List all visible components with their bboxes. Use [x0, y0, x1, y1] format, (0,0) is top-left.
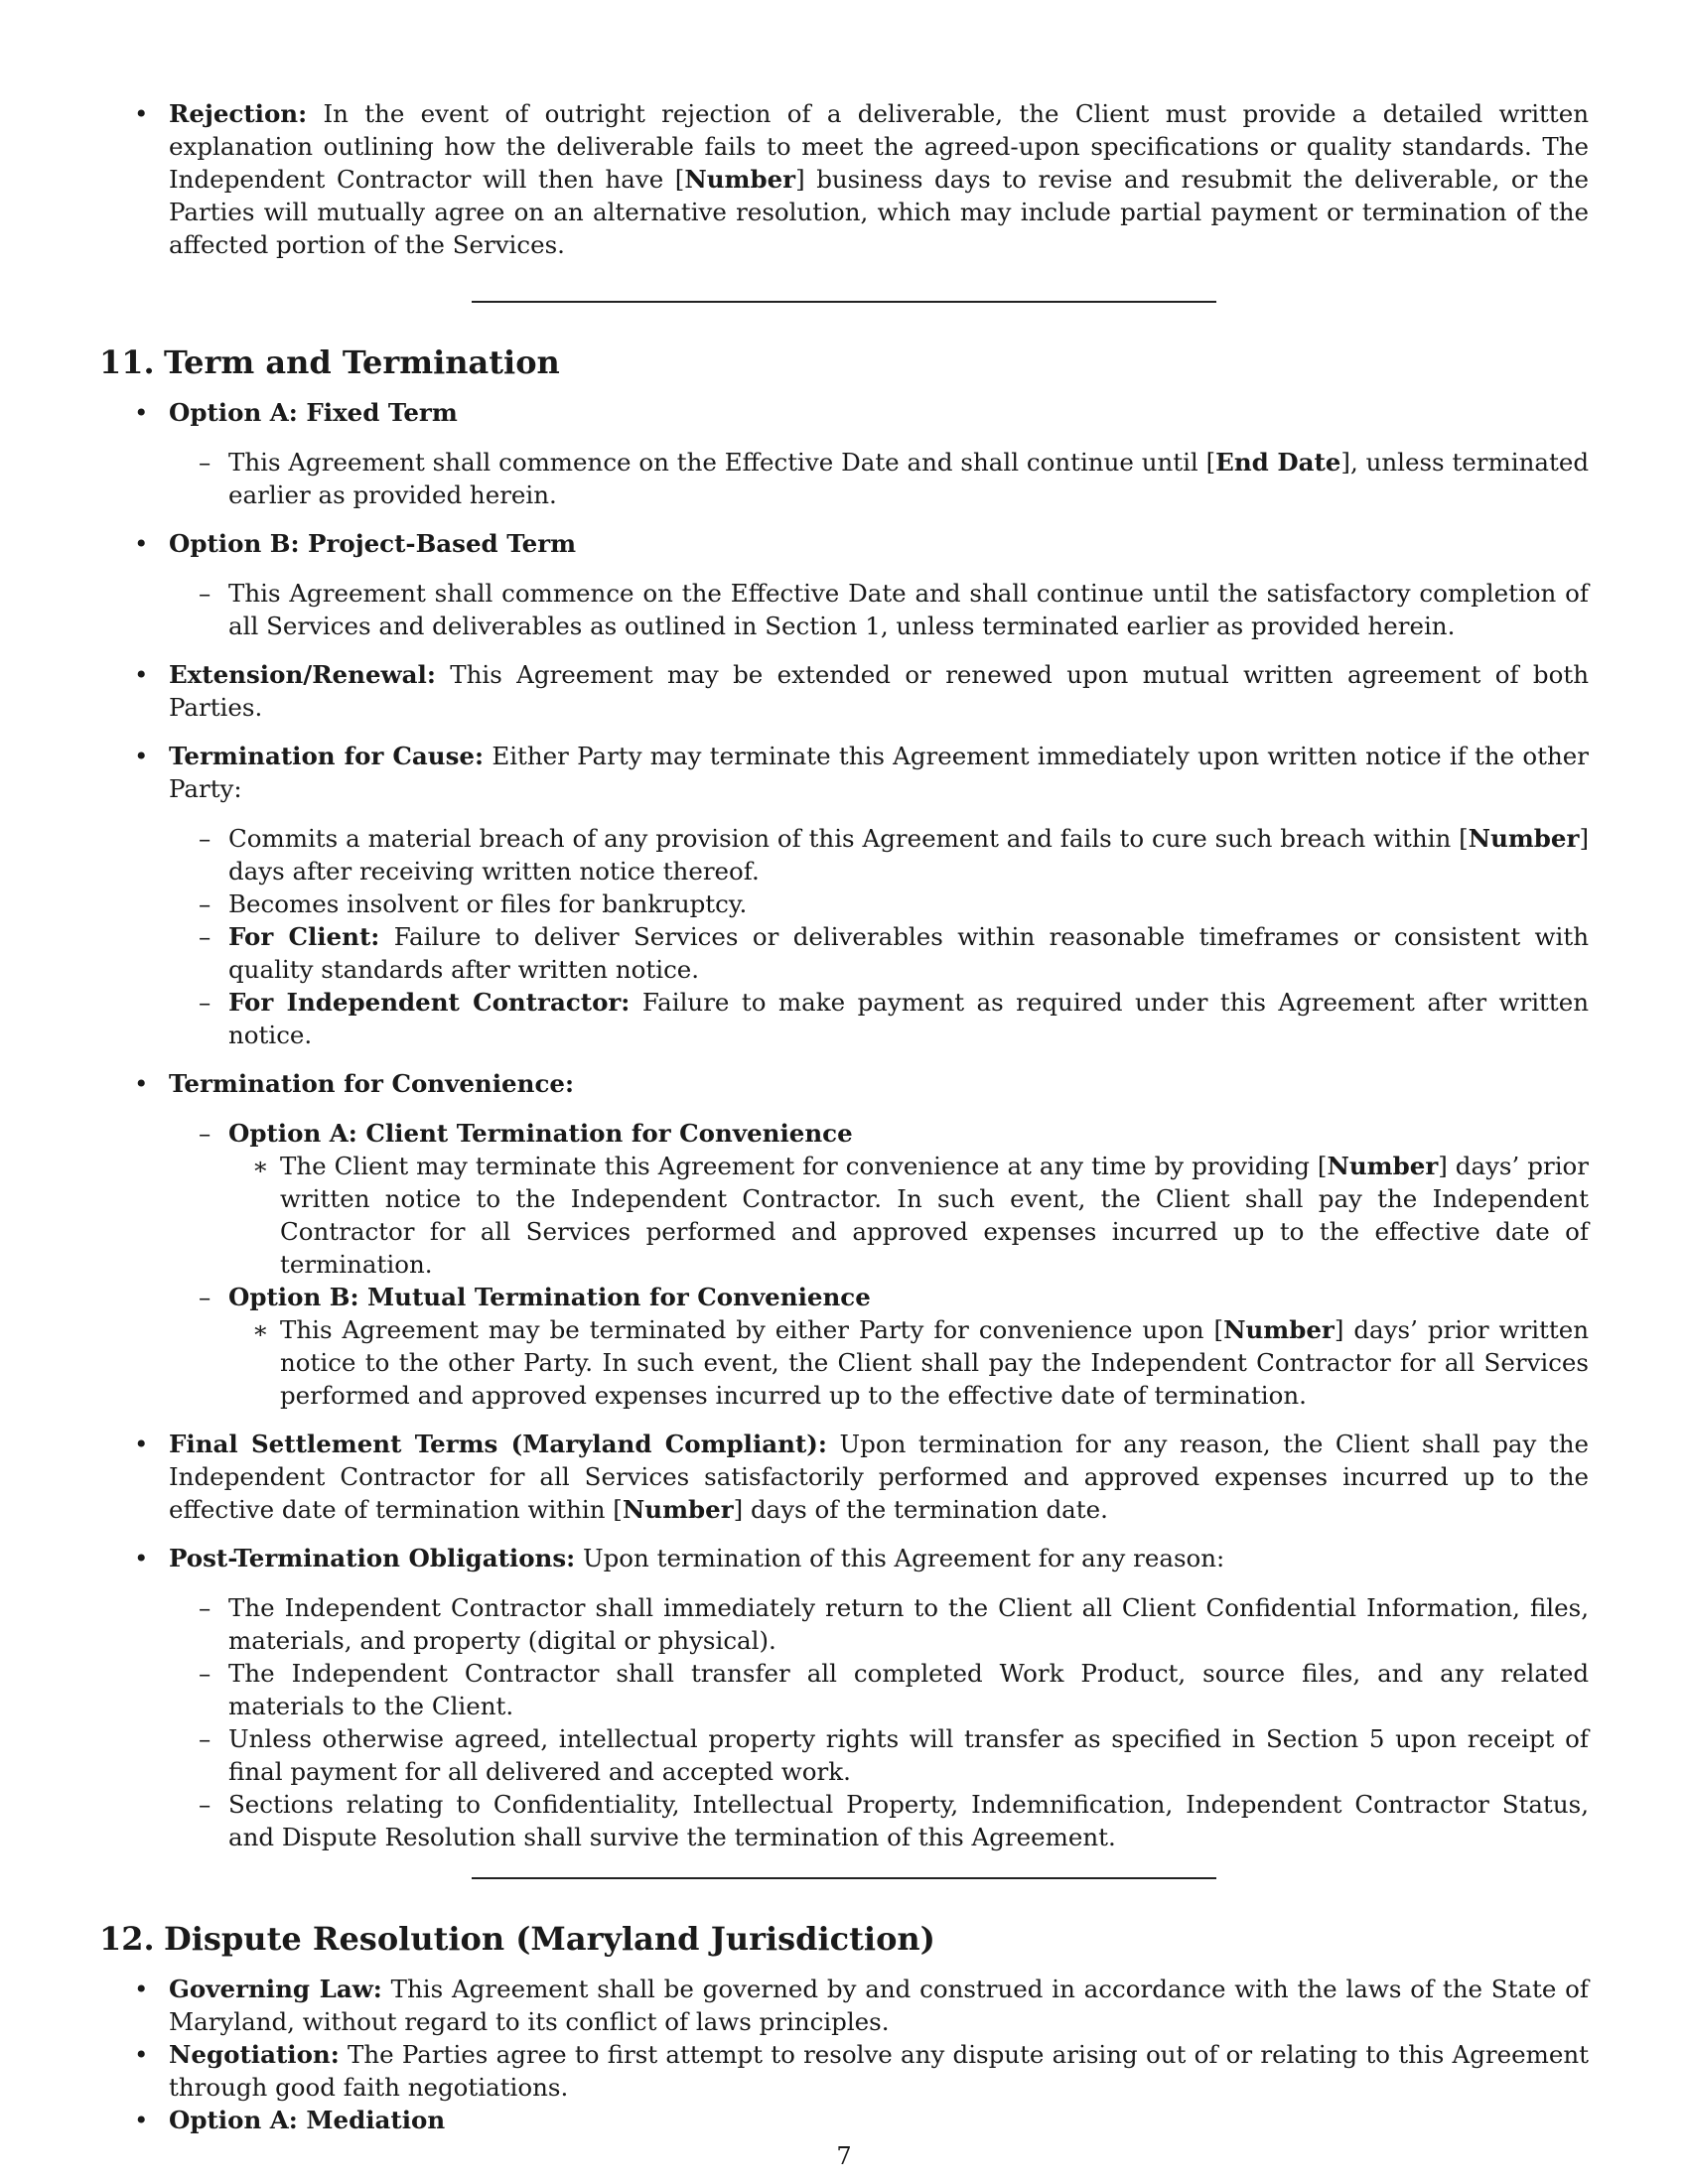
termination-for-convenience: • Termination for Convenience: – Option A: Client Termination for Convenience ∗ The Client may terminate this Agreement for convenience at any time by providing [Number] days’ prior written notice to the Independent Contractor. In such event, the Client shall pay the Independent Contractor for all Services performed and approved expenses incurred up to the effective date of termination. – Option B: Mutual Termination for Convenience ∗ This Agreement may be terminated by either Party for convenience upon [Number] days’ prior written notice to the other Party. In such event, the Client shall pay the Independent Contractor for all Services performed and approved expenses incurred up to the effective date of termination.	[99, 1067, 1589, 1412]
list-item: – For Independent Contractor: Failure to make payment as required under this Agreement after written notice.	[169, 986, 1589, 1051]
list-item: – Option A: Client Termination for Convenience ∗ The Client may terminate this Agreement for convenience at any time by providing [Number] days’ prior written notice to the Independent Contractor. In such event, the Client shall pay the Independent Contractor for all Services performed and approved expenses incurred up to the effective date of termination.	[169, 1117, 1589, 1281]
termination-for-cause: • Termination for Cause: Either Party may terminate this Agreement immediately upon written notice if the other Party: – Commits a material breach of any provision of this Agreement and fails to cure such breach within [Number] days after receiving written notice thereof. – Becomes insolvent or files for bankruptcy. – For Client: Failure to deliver Services or deliverables within reasonable timeframes or consistent with quality standards after written notice. – For Independent Contractor: Failure to make payment as required under this Agreement after written notice.	[99, 740, 1589, 1051]
section-12-heading: 12. Dispute Resolution (Maryland Jurisdiction)	[99, 1920, 935, 1958]
list-item: – The Independent Contractor shall immediately return to the Client all Client Confidential Information, files, materials, and property (digital or physical).	[169, 1591, 1589, 1657]
list-item: ∗ This Agreement may be terminated by either Party for convenience upon [Number] days’ prior written notice to the other Party. In such event, the Client shall pay the Independent Contractor for all Services performed and approved expenses incurred up to the effective date of termination.	[228, 1313, 1589, 1412]
option-a-fixed-term: • Option A: Fixed Term – This Agreement shall commence on the Effective Date and shall continue until [End Date], unless terminated earlier as provided herein.	[99, 396, 1589, 511]
section-divider	[472, 1877, 1216, 1879]
option-a-mediation: • Option A: Mediation	[99, 2104, 1589, 2136]
list-item: – Commits a material breach of any provision of this Agreement and fails to cure such breach within [Number] days after receiving written notice thereof.	[169, 822, 1589, 887]
list-item: – For Client: Failure to deliver Services or deliverables within reasonable timeframes or consistent with quality standards after written notice.	[169, 920, 1589, 986]
option-b-project-term: • Option B: Project-Based Term – This Agreement shall commence on the Effective Date and shall continue until the satisfactory completion of all Services and deliverables as outlined in Section 1, unless terminated earlier as provided herein.	[99, 527, 1589, 642]
section-11-heading: 11. Term and Termination	[99, 343, 560, 381]
document-page	[99, 97, 1589, 2136]
section-11-list	[99, 396, 1589, 1853]
section-divider	[472, 301, 1216, 303]
list-item: – Unless otherwise agreed, intellectual property rights will transfer as specified in Section 5 upon receipt of final payment for all delivered and accepted work.	[169, 1722, 1589, 1788]
rejection-item: • Rejection: In the event of outright rejection of a deliverable, the Client must provide a detailed written explanation outlining how the deliverable fails to meet the agreed-upon specifications or quality standards. The Independent Contractor will then have [Number] business days to revise and resubmit the deliverable, or the Parties will mutually agree on an alternative resolution, which may include partial payment or termination of the affected portion of the Services.	[99, 97, 1589, 261]
list-item: – Sections relating to Confidentiality, Intellectual Property, Indemnification, Independent Contractor Status, and Dispute Resolution shall survive the termination of this Agreement.	[169, 1788, 1589, 1853]
list-item: – Option B: Mutual Termination for Convenience ∗ This Agreement may be terminated by either Party for convenience upon [Number] days’ prior written notice to the other Party. In such event, the Client shall pay the Independent Contractor for all Services performed and approved expenses incurred up to the effective date of termination.	[169, 1281, 1589, 1412]
list-item: – The Independent Contractor shall transfer all completed Work Product, source files, and any related materials to the Client.	[169, 1657, 1589, 1722]
negotiation: • Negotiation: The Parties agree to first attempt to resolve any dispute arising out of or relating to this Agreement through good faith negotiations.	[99, 2038, 1589, 2104]
post-termination-obligations: • Post-Termination Obligations: Upon termination of this Agreement for any reason: – The Independent Contractor shall immediately return to the Client all Client Confidential Information, files, materials, and property (digital or physical). – The Independent Contractor shall transfer all completed Work Product, source files, and any related materials to the Client. – Unless otherwise agreed, intellectual property rights will transfer as specified in Section 5 upon receipt of final payment for all delivered and accepted work. – Sections relating to Confidentiality, Intellectual Property, Indemnification, Independent Contractor Status, and Dispute Resolution shall survive the termination of this Agreement.	[99, 1542, 1589, 1853]
section-12-list	[99, 1973, 1589, 2136]
list-item: – This Agreement shall commence on the Effective Date and shall continue until [End Date], unless terminated earlier as provided herein.	[169, 446, 1589, 511]
rejection-list	[99, 97, 1589, 261]
page-number: 7	[836, 2142, 852, 2170]
extension-renewal: • Extension/Renewal: This Agreement may be extended or renewed upon mutual written agreement of both Parties.	[99, 658, 1589, 724]
governing-law: • Governing Law: This Agreement shall be governed by and construed in accordance with the laws of the State of Maryland, without regard to its conflict of laws principles.	[99, 1973, 1589, 2038]
rejection-label: Rejection:	[169, 99, 308, 128]
list-item: ∗ The Client may terminate this Agreement for convenience at any time by providing [Number] days’ prior written notice to the Independent Contractor. In such event, the Client shall pay the Independent Contractor for all Services performed and approved expenses incurred up to the effective date of termination.	[228, 1150, 1589, 1281]
list-item: – Becomes insolvent or files for bankruptcy.	[169, 887, 1589, 920]
list-item: – This Agreement shall commence on the Effective Date and shall continue until the satisfactory completion of all Services and deliverables as outlined in Section 1, unless terminated earlier as provided herein.	[169, 577, 1589, 642]
final-settlement-terms: • Final Settlement Terms (Maryland Compliant): Upon termination for any reason, the Client shall pay the Independent Contractor for all Services satisfactorily performed and approved expenses incurred up to the effective date of termination within [Number] days of the termination date.	[99, 1428, 1589, 1526]
